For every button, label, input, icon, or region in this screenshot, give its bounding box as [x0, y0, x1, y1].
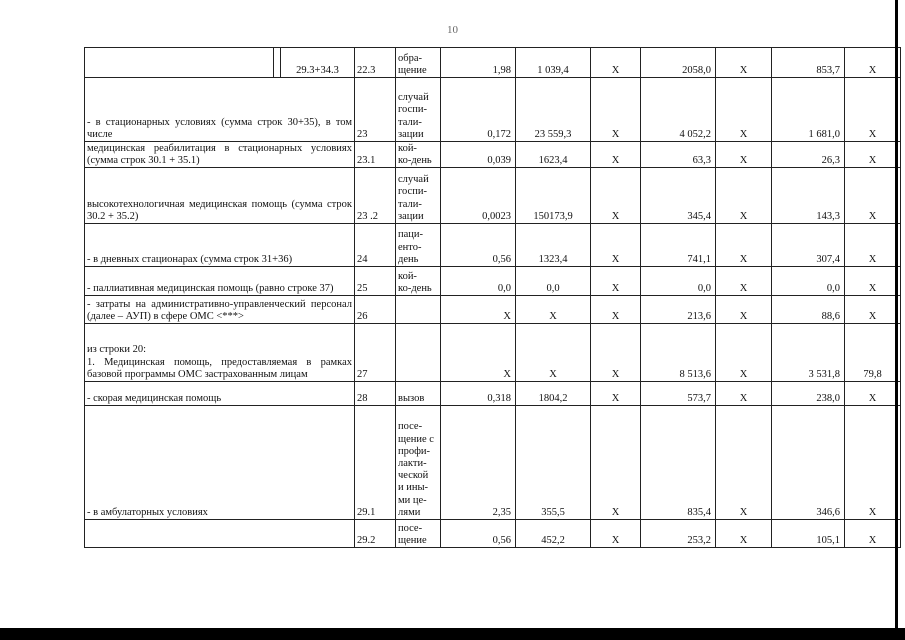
value-cell: X [591, 142, 641, 168]
unit-cell: случай госпи- тали- зации [396, 78, 441, 142]
unit-cell [396, 296, 441, 324]
row-description: медицинская реабилитация в стационарных условиях (сумма строк 30.1 + 35.1) [85, 142, 355, 168]
row-number: 29.2 [355, 520, 396, 548]
row-number: 23 .2 [355, 168, 396, 224]
value-cell: X [591, 296, 641, 324]
row-description [85, 520, 355, 548]
row-description: - в стационарных условиях (сумма строк 30+35), в том числе [85, 78, 355, 142]
row-number: 26 [355, 296, 396, 324]
value-cell: X [516, 296, 591, 324]
row-ref-formula: 29.3+34.3 [281, 48, 355, 78]
value-cell: 2,35 [441, 406, 516, 520]
value-cell: X [845, 168, 901, 224]
value-cell: X [441, 324, 516, 382]
value-cell: 0,0 [441, 267, 516, 296]
value-cell: 346,6 [772, 406, 845, 520]
value-cell: X [591, 520, 641, 548]
value-cell: X [591, 168, 641, 224]
value-cell: 0,172 [441, 78, 516, 142]
table-row [85, 267, 901, 296]
value-cell: 307,4 [772, 224, 845, 267]
value-cell: 0,0 [516, 267, 591, 296]
value-cell: X [845, 382, 901, 406]
unit-cell: паци- енто- день [396, 224, 441, 267]
value-cell: 150173,9 [516, 168, 591, 224]
value-cell: 23 559,3 [516, 78, 591, 142]
value-cell: 143,3 [772, 168, 845, 224]
scan-edge-right [895, 0, 898, 632]
value-cell: X [716, 78, 772, 142]
table-row [85, 142, 901, 168]
table-row [85, 406, 901, 520]
value-cell: 1 681,0 [772, 78, 845, 142]
data-table [84, 47, 901, 548]
unit-cell: посе- щение [396, 520, 441, 548]
value-cell: 3 531,8 [772, 324, 845, 382]
row-description: - в дневных стационарах (сумма строк 31+36) [85, 224, 355, 267]
unit-cell: кой- ко-день [396, 142, 441, 168]
value-cell: 452,2 [516, 520, 591, 548]
value-cell: X [716, 406, 772, 520]
value-cell: X [845, 78, 901, 142]
table-row [85, 78, 901, 142]
value-cell: X [716, 168, 772, 224]
table-row [85, 296, 901, 324]
value-cell: 853,7 [772, 48, 845, 78]
value-cell: 213,6 [641, 296, 716, 324]
row-number: 23.1 [355, 142, 396, 168]
value-cell: 2058,0 [641, 48, 716, 78]
value-cell: X [441, 296, 516, 324]
value-cell: 835,4 [641, 406, 716, 520]
unit-cell: обра- щение [396, 48, 441, 78]
value-cell: 0,039 [441, 142, 516, 168]
table-row [85, 520, 901, 548]
unit-cell: вызов [396, 382, 441, 406]
value-cell: X [716, 224, 772, 267]
value-cell: 26,3 [772, 142, 845, 168]
value-cell: 1804,2 [516, 382, 591, 406]
empty-cell [274, 48, 281, 78]
value-cell: 253,2 [641, 520, 716, 548]
value-cell: X [716, 267, 772, 296]
value-cell: X [716, 382, 772, 406]
value-cell: X [716, 48, 772, 78]
table-row [85, 382, 901, 406]
value-cell: X [591, 78, 641, 142]
value-cell: 105,1 [772, 520, 845, 548]
value-cell: 0,318 [441, 382, 516, 406]
row-description: - затраты на административно-управленческий персонал (далее – АУП) в сфере ОМС <***> [85, 296, 355, 324]
value-cell: X [845, 142, 901, 168]
value-cell: 63,3 [641, 142, 716, 168]
value-cell: X [716, 324, 772, 382]
unit-cell: посе- щение с профи- лакти- ческой и ины- ми це- лями [396, 406, 441, 520]
value-cell: X [591, 406, 641, 520]
value-cell: X [845, 520, 901, 548]
value-cell: X [845, 48, 901, 78]
table-row [85, 168, 901, 224]
table-row [85, 48, 901, 78]
row-number: 23 [355, 78, 396, 142]
empty-cell [85, 48, 274, 78]
value-cell: 0,56 [441, 224, 516, 267]
value-cell: X [845, 267, 901, 296]
value-cell: 0,56 [441, 520, 516, 548]
value-cell: 88,6 [772, 296, 845, 324]
table-row [85, 224, 901, 267]
value-cell: X [591, 267, 641, 296]
row-description: из строки 20: 1. Медицинская помощь, предоставляемая в рамках базовой программы ОМС застрахованным лицам [85, 324, 355, 382]
value-cell: X [845, 224, 901, 267]
value-cell: X [716, 296, 772, 324]
row-description: - скорая медицинская помощь [85, 382, 355, 406]
value-cell: X [591, 382, 641, 406]
row-number: 29.1 [355, 406, 396, 520]
row-number: 28 [355, 382, 396, 406]
value-cell: 4 052,2 [641, 78, 716, 142]
row-number: 27 [355, 324, 396, 382]
value-cell: X [516, 324, 591, 382]
page-number: 10 [447, 24, 458, 36]
value-cell: X [845, 406, 901, 520]
value-cell: 573,7 [641, 382, 716, 406]
value-cell: 0,0023 [441, 168, 516, 224]
value-cell: X [591, 48, 641, 78]
table-row [85, 324, 901, 382]
value-cell: 1623,4 [516, 142, 591, 168]
value-cell: 0,0 [772, 267, 845, 296]
row-description: - в амбулаторных условиях [85, 406, 355, 520]
value-cell: 0,0 [641, 267, 716, 296]
row-description: высокотехнологичная медицинская помощь (сумма строк 30.2 + 35.2) [85, 168, 355, 224]
row-number: 25 [355, 267, 396, 296]
value-cell: 8 513,6 [641, 324, 716, 382]
value-cell: 345,4 [641, 168, 716, 224]
scan-edge-bottom [0, 628, 905, 640]
value-cell: X [591, 324, 641, 382]
row-number: 24 [355, 224, 396, 267]
value-cell: 79,8 [845, 324, 901, 382]
value-cell: X [716, 142, 772, 168]
value-cell: 1,98 [441, 48, 516, 78]
value-cell: X [845, 296, 901, 324]
value-cell: X [591, 224, 641, 267]
unit-cell: случай госпи- тали- зации [396, 168, 441, 224]
value-cell: X [716, 520, 772, 548]
value-cell: 238,0 [772, 382, 845, 406]
row-number: 22.3 [355, 48, 396, 78]
unit-cell [396, 324, 441, 382]
value-cell: 1323,4 [516, 224, 591, 267]
value-cell: 355,5 [516, 406, 591, 520]
unit-cell: кой- ко-день [396, 267, 441, 296]
row-description: - паллиативная медицинская помощь (равно строке 37) [85, 267, 355, 296]
value-cell: 741,1 [641, 224, 716, 267]
value-cell: 1 039,4 [516, 48, 591, 78]
